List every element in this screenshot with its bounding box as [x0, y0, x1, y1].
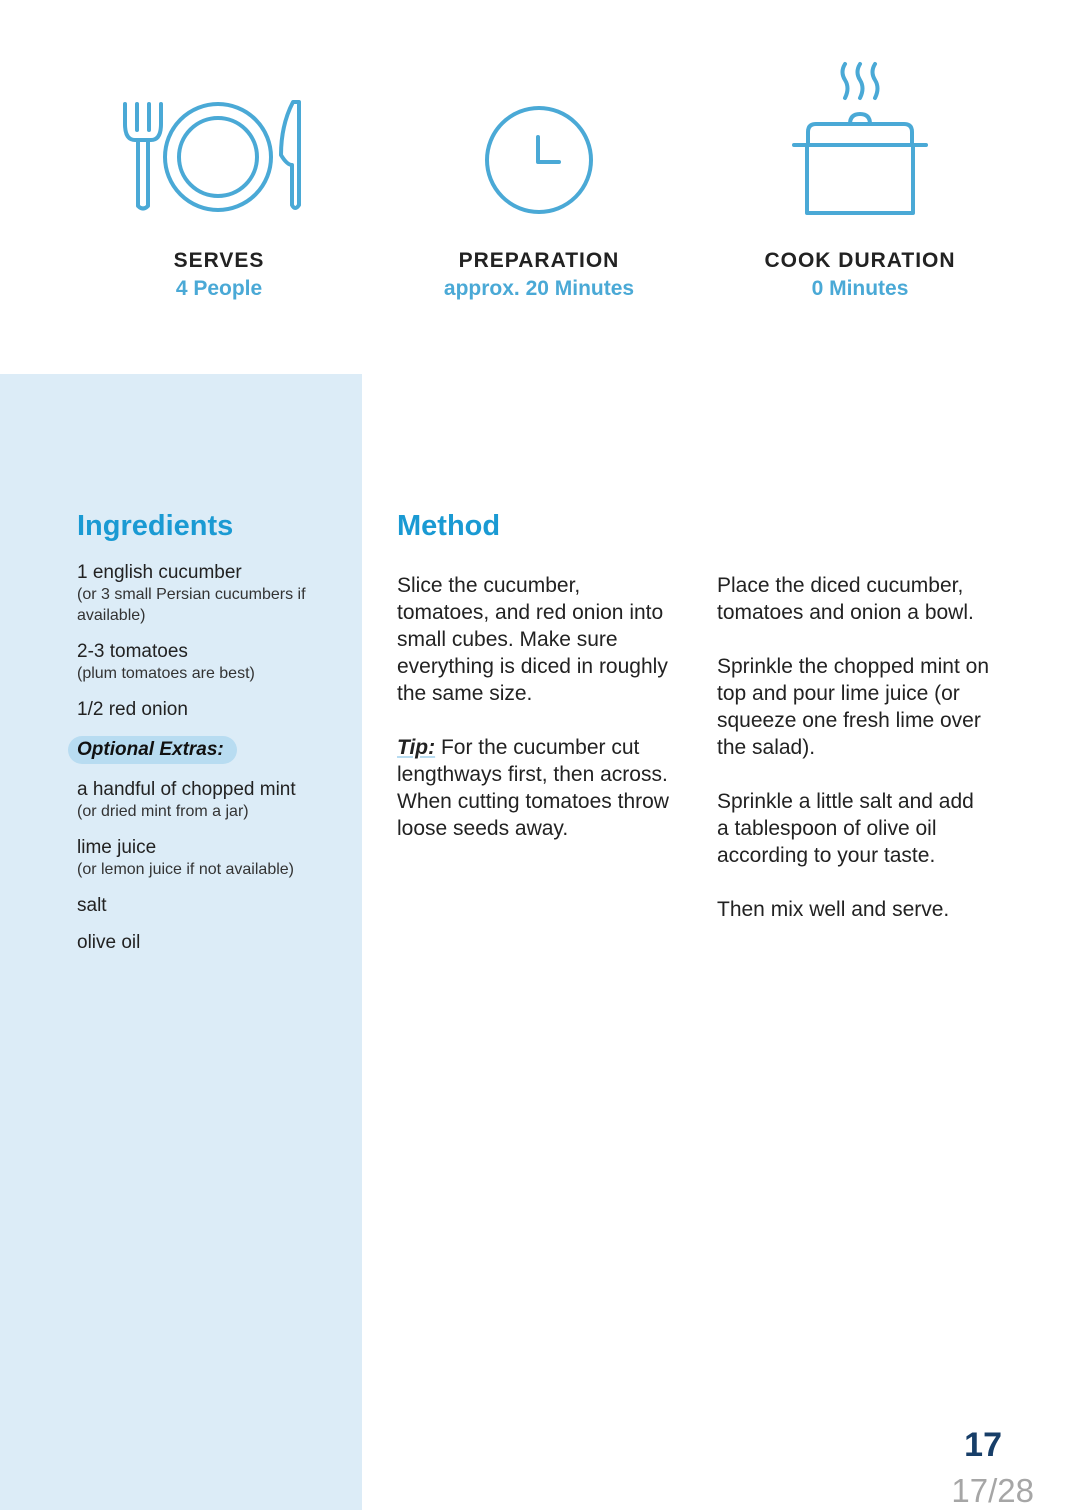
tip-text: For the cucumber cut lengthways first, then across. When cutting tomatoes throw loose seeds away.	[397, 736, 669, 840]
ingredient-name: 1/2 red onion	[77, 699, 188, 720]
ingredient-item	[77, 779, 357, 822]
preparation-value: approx. 20 Minutes	[443, 277, 635, 300]
method-step: Sprinkle a little salt and add a tablespoon of olive oil according to your taste.	[717, 790, 974, 867]
tip-label: Tip:	[397, 736, 436, 759]
serves-label: SERVES	[173, 249, 265, 272]
method-step: Sprinkle the chopped mint on top and pour lime juice (or squeeze one fresh lime over the salad).	[717, 655, 990, 759]
ingredient-item	[77, 895, 357, 917]
cook-duration-label: COOK DURATION	[764, 249, 956, 272]
ingredient-name: salt	[77, 895, 107, 916]
ingredient-note: (or 3 small Persian cucumbers if available)	[77, 586, 306, 624]
serves-value: 4 People	[175, 277, 263, 300]
ingredients-heading: Ingredients	[77, 510, 234, 542]
ingredients-list	[77, 562, 357, 969]
ingredient-note: (or dried mint from a jar)	[77, 803, 249, 820]
ingredient-name: 2-3 tomatoes	[77, 641, 188, 662]
preparation-stat	[379, 0, 699, 374]
recipe-stats	[0, 0, 1080, 374]
cook-duration-value: 0 Minutes	[811, 277, 909, 300]
method-step: Then mix well and serve.	[717, 898, 950, 921]
serves-stat	[59, 0, 379, 374]
method-column-1	[397, 572, 669, 869]
plate-cutlery-icon	[59, 0, 379, 230]
ingredient-item	[77, 837, 357, 880]
method-column-2	[717, 572, 989, 950]
cook-duration-stat	[700, 0, 1020, 374]
ingredient-name: 1 english cucumber	[77, 562, 242, 583]
cooking-pot-icon	[700, 0, 1020, 230]
ingredient-item	[77, 699, 357, 721]
method-heading: Method	[397, 510, 501, 542]
ingredient-name: olive oil	[77, 932, 141, 953]
method-step: Slice the cucumber, tomatoes, and red onion into small cubes. Make sure everything is diced in roughly the same size.	[397, 574, 668, 705]
ingredient-note: (plum tomatoes are best)	[77, 665, 255, 682]
page-number: 17	[964, 1426, 1002, 1464]
ingredient-name: lime juice	[77, 837, 157, 858]
ingredient-item	[77, 932, 357, 954]
preparation-label: PREPARATION	[458, 249, 620, 272]
ingredient-note: (or lemon juice if not available)	[77, 861, 294, 878]
optional-extras-badge: Optional Extras:	[68, 736, 237, 764]
method-tip	[397, 734, 669, 842]
page-counter: 17/28	[951, 1472, 1034, 1509]
method-step: Place the diced cucumber, tomatoes and onion a bowl.	[717, 574, 974, 624]
clock-icon	[379, 0, 699, 230]
ingredient-item	[77, 562, 357, 626]
ingredient-name: a handful of chopped mint	[77, 779, 296, 800]
ingredient-item	[77, 641, 357, 684]
